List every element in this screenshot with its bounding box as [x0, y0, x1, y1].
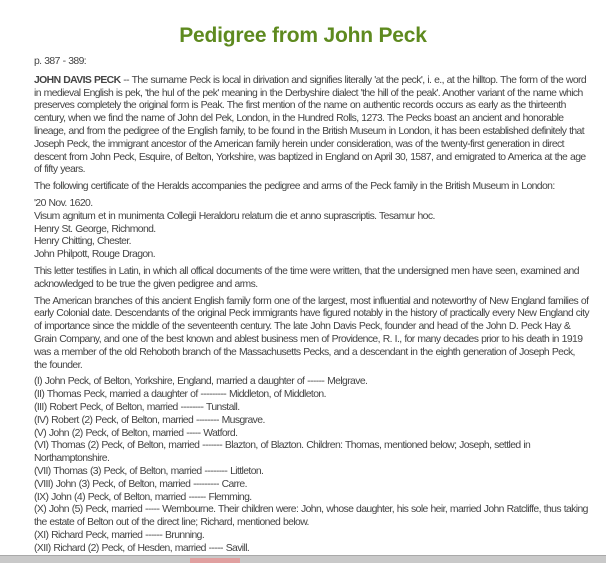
certificate-line: John Philpott, Rouge Dragon.	[34, 249, 156, 261]
subject-name: JOHN DAVIS PECK	[34, 74, 121, 86]
generation-item: (V) John (2) Peck, of Belton, married ----- Watford.	[34, 427, 238, 439]
letter-note: This letter testifies in Latin, in which all offical documents of the time were written, that the undersigned men have seen, examined and acknowledged to be true the given pedigree and arms.	[34, 265, 579, 290]
document-body	[34, 56, 590, 559]
intro-text: -- The surname Peck is local in dirivation and signifies literally 'at the peck', i. e., at the hilltop. The form of the word in medieval English is pek, 'the hul of the pek' meaning in the Derbyshire dialect 'the hill of the peak'. Another variant of the name which preserves completely the original form is Peak. The first mention of the name on authentic records occurs as early as the thirteenth century, when we find the name of John del Pek, London, in the Hundred Rolls, 1273. The Pecks boast an ancient and honorable lineage, and from the pedigree of the English family, to be found in the British Museum in London, it has been established definitely that Joseph Peck, the immigrant ancestor of the American family herein under consideration, was of the twenty-first generation in direct descent from John Peck, Esquire, of Belton, Yorkshire, was baptized in England on April 30, 1587, and emigrated to America at the age of fifty years.	[34, 74, 587, 176]
generation-list	[34, 376, 590, 555]
toolbar-highlight	[190, 558, 240, 563]
certificate-line: Henry St. George, Richmond.	[34, 223, 156, 235]
certificate	[34, 198, 590, 262]
certificate-line: Henry Chitting, Chester.	[34, 236, 131, 248]
generation-item: (X) John (5) Peck, married ----- Wembourne. Their children were: John, whose daughter, his sole heir, married John Ratcliffe, thus taking the estate of Belton out of the direct line; Richard, mentioned below.	[34, 504, 588, 529]
generation-item: (I) John Peck, of Belton, Yorkshire, England, married a daughter of ------ Melgrave.	[34, 376, 368, 388]
generation-item: (XI) Richard Peck, married ------ Brunning.	[34, 529, 205, 541]
generation-item: (VI) Thomas (2) Peck, of Belton, married ------- Blazton, of Blazton. Children: Thomas, mentioned below; Joseph, settled in Northamptonshire.	[34, 440, 531, 465]
generation-item: (XII) Richard (2) Peck, of Hesden, married ----- Savill.	[34, 542, 250, 554]
generation-item: (II) Thomas Peck, married a daughter of --------- Middleton, of Middleton.	[34, 389, 326, 401]
certificate-line: Visum agnitum et in munimenta Collegii Heraldoru relatum die et anno suprascriptis. Tesamur hoc.	[34, 210, 435, 222]
generation-item: (VIII) John (3) Peck, of Belton, married --------- Carre.	[34, 478, 247, 490]
page-title: Pedigree from John Peck	[179, 24, 427, 47]
generation-item: (VII) Thomas (3) Peck, of Belton, married -------- Littleton.	[34, 465, 264, 477]
american-branches-paragraph: The American branches of this ancient English family form one of the largest, most influential and noteworthy of New England families of early Colonial date. Descendants of the original Peck immigrants have figured notably in the history of practically every New England city of importance since the middle of the seventeenth century. The late John Davis Peck, founder and head of the John D. Peck Hay & Grain Company, and one of the best known and ablest business men of Providence, R. I., for many decades prior to his death in 1919 was a member of the old Rehoboth branch of the Massachusetts Pecks, and a descendant in the eighth generation of Joseph Peck, the founder.	[34, 295, 589, 371]
page-reference: p. 387 - 389:	[34, 56, 87, 67]
generation-item: (IV) Robert (2) Peck, of Belton, married -------- Musgrave.	[34, 414, 265, 426]
certificate-line: '20 Nov. 1620.	[34, 197, 93, 209]
generation-item: (IX) John (4) Peck, of Belton, married ------ Flemming.	[34, 491, 252, 503]
generation-item: (III) Robert Peck, of Belton, married -------- Tunstall.	[34, 401, 240, 413]
certificate-intro: The following certificate of the Heralds accompanies the pedigree and arms of the Peck family in the British Museum in London:	[34, 181, 555, 193]
intro-paragraph	[34, 75, 590, 177]
